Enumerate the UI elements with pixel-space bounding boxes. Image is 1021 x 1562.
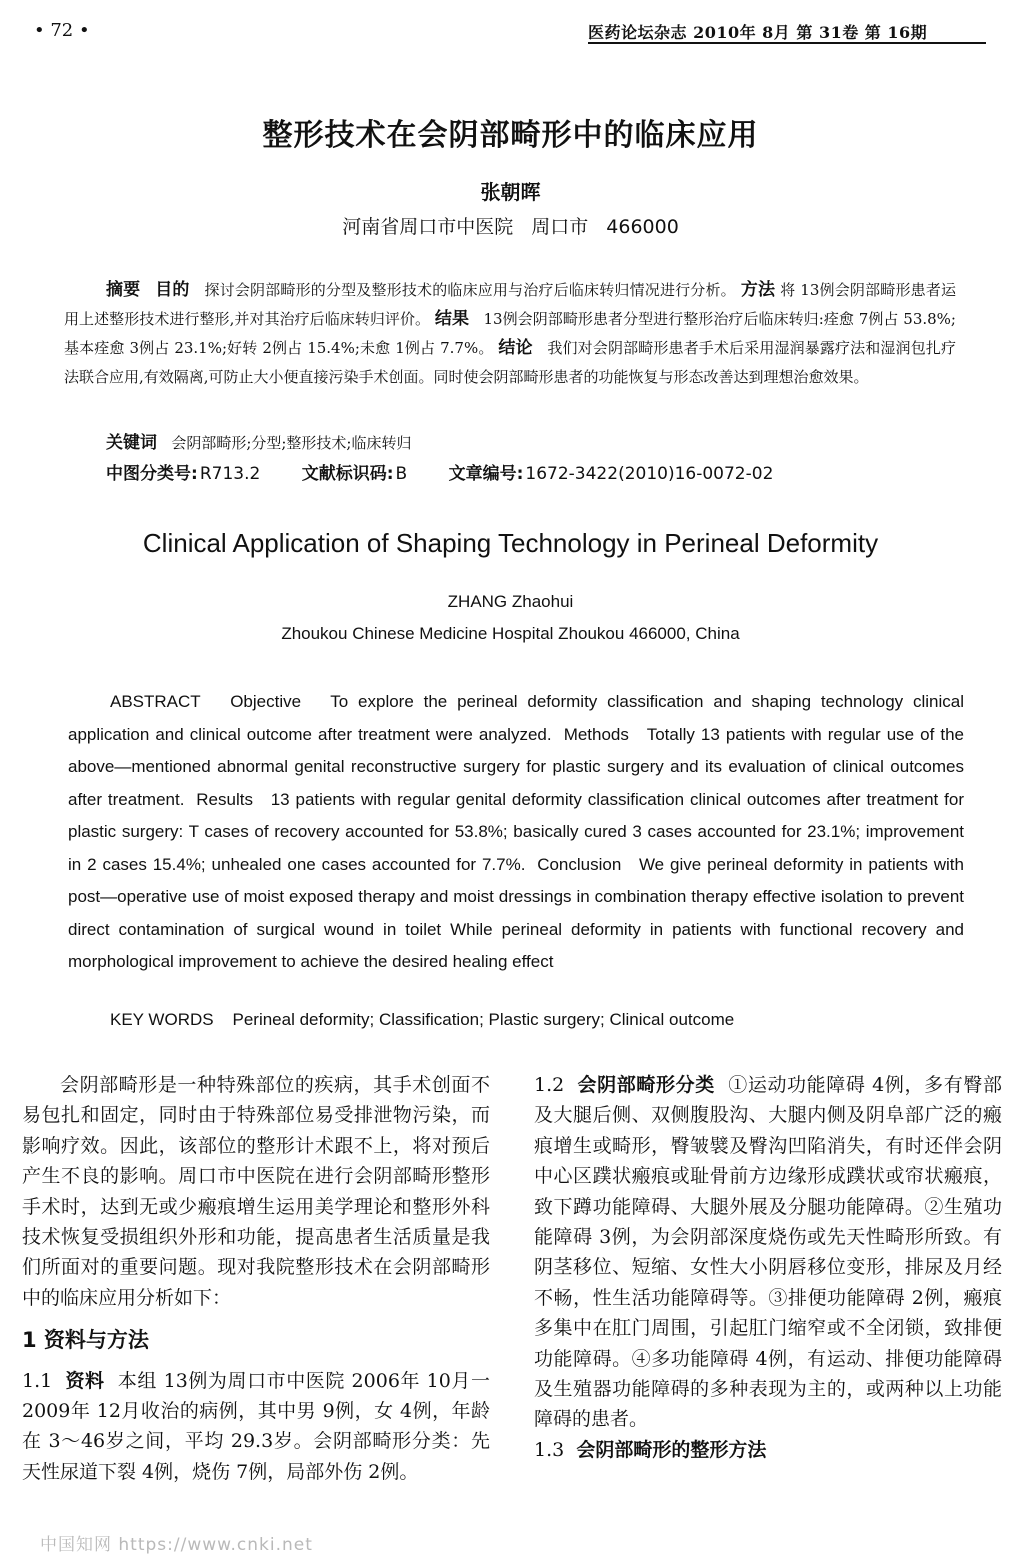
title-chinese: 整形技术在会阴部畸形中的临床应用 (262, 118, 759, 153)
keywords-text: 会阴部畸形;分型;整形技术;临床转归 (171, 434, 412, 452)
keywords-en-label: KEY WORDS (110, 1010, 214, 1029)
journal-header: 医药论坛杂志 2010年 8月 第 31卷 第 16期 (588, 23, 928, 42)
conclusion-en-text: We give perineal deformity in patients with post—operative use of moist exposed therapy and moist dressings in combination therapy effective isolation to prevent direct contamination of surgical wound in toilet While perineal deformity in patients with functional recovery and morphological improvement to achieve the desired healing effect (68, 854, 964, 971)
section-1-2-text: ①运动功能障碍 4例，多有臀部及大腿后侧、双侧腹股沟、大腿内侧及阴阜部广泛的瘢痕增生或畸形，臀皱襞及臀沟凹陷消失，有时还伴会阴中心区蹼状瘢痕或耻骨前方边缘形成蹼状或帘状瘢痕，致下蹲功能障碍、大腿外展及分腿功能障碍。②生殖功能障碍 3例，为会阴部深度烧伤或先天性畸形所致。有阴茎移位、短缩、女性大小阴唇移位变形，排尿及月经不畅，性生活功能障碍等。③排便功能障碍 2例，瘢痕多集中在肛门周围，引起肛门缩窄或不全闭锁，致排便功能障碍。④多功能障碍 4例，有运动、排便功能障碍及生殖器功能障碍的多种表现为主的，或两种以上功能障碍的患者。 (534, 1074, 1002, 1431)
keywords-label: 关键词 (106, 433, 157, 453)
section-1-2-title: 会阴部畸形分类 (577, 1074, 715, 1096)
affiliation-english: Zhoukou Chinese Medicine Hospital Zhoukou 466000, China (281, 624, 740, 643)
keywords-chinese (106, 428, 411, 453)
author-chinese: 张朝晖 (480, 180, 541, 204)
abstract-chinese (64, 276, 956, 392)
keywords-english (110, 1010, 734, 1030)
abstract-en-label: ABSTRACT (110, 692, 201, 711)
title-english: Clinical Application of Shaping Technology in Perineal Deformity (142, 528, 879, 558)
objective-en-text: To explore the perineal deformity classification and shaping technology clinical application and clinical outcome after treatment were analyzed. (68, 692, 964, 744)
results-text: 13例会阴部畸形患者分型进行整形治疗后临床转归:痊愈 7例占 53.8%;基本痊愈 3例占 23.1%;好转 2例占 15.4%;未愈 1例占 7.7%。 (64, 310, 956, 357)
results-en-text: 13 patients with regular genital deformity classification clinical outcomes after treatment for plastic surgery: T cases of recovery accounted for 53.8%; basically cured 3 cases accounted for 23.1%; improvement in 2 cases 15.4%; unhealed one cases accounted for 7.7%. (68, 789, 964, 874)
page-number: • 72 • (34, 20, 90, 41)
results-label: 结果 (434, 309, 470, 329)
section-1-heading: 1 资料与方法 (22, 1328, 149, 1353)
body-column-right (534, 1070, 1002, 1465)
conclusion-en-label: Conclusion (537, 854, 622, 874)
objective-label: 目的 (155, 280, 190, 300)
doc-code-value: B (395, 464, 408, 484)
clc-label: 中图分类号: (106, 464, 198, 484)
section-1-1-title: 资料 (65, 1369, 105, 1392)
section-1-1-text: 本组 13例为周口市中医院 2006年 10月一 2009年 12月收治的病例，其中男 9例，女 4例，年龄在 3～46岁之间，平均 29.3岁。会阴部畸形分类：先天性尿道下裂 4例，烧伤 7例，局部外伤 2例。 (22, 1369, 490, 1483)
body-column-left (22, 1070, 490, 1487)
section-1-3-title: 会阴部畸形的整形方法 (576, 1438, 767, 1461)
header-rule (588, 42, 986, 44)
objective-text: 探讨会阴部畸形的分型及整形技术的临床应用与治疗后临床转归情况进行分析。 (204, 281, 736, 299)
section-1-2 (534, 1070, 1002, 1435)
methods-en-text: Totally 13 patients with regular use of the above—mentioned abnormal genital reconstructive surgery for plastic surgery and its evaluation of clinical outcomes after treatment. (68, 724, 964, 809)
section-1-1 (22, 1366, 490, 1488)
abstract-label: 摘要 (106, 280, 141, 300)
doc-code-label: 文献标识码: (301, 464, 394, 484)
conclusion-text: 我们对会阴部畸形患者手术后采用湿润暴露疗法和湿润包扎疗法联合应用,有效隔离,可防止大小便直接污染手术创面。同时使会阴部畸形患者的功能恢复与形态改善达到理想治愈效果。 (64, 339, 956, 386)
keywords-en-text: Perineal deformity; Classification; Plastic surgery; Clinical outcome (232, 1010, 735, 1029)
conclusion-label: 结论 (498, 338, 533, 358)
results-en-label: Results (196, 789, 253, 809)
classification-line (106, 459, 773, 484)
methods-en-label: Methods (563, 724, 629, 744)
cnki-watermark: 中国知网 https://www.cnki.net (40, 1535, 313, 1555)
section-1-3 (534, 1435, 1002, 1465)
section-1-2-number: 1.2 (534, 1074, 565, 1096)
section-1-1-number: 1.1 (22, 1369, 53, 1392)
objective-en-label: Objective (230, 692, 302, 711)
methods-text: 将 13例会阴部畸形患者运用上述整形技术进行整形,并对其治疗后临床转归评价。 (64, 281, 957, 328)
methods-label: 方法 (740, 280, 776, 300)
affiliation-chinese: 河南省周口市中医院 周口市 466000 (342, 216, 679, 238)
section-1-3-number: 1.3 (534, 1438, 565, 1461)
author-english: ZHANG Zhaohui (447, 592, 574, 611)
abstract-english (68, 686, 964, 979)
intro-paragraph: 会阴部畸形是一种特殊部位的疾病，其手术创面不易包扎和固定，同时由于特殊部位易受排泄物污染，而影响疗效。因此，该部位的整形计术跟不上，将对预后产生不良的影响。周口市中医院在进行会阴部畸形整形手术时，达到无或少瘢痕增生运用美学理论和整形外科技术恢复受损组织外形和功能，提高患者生活质量是我们所面对的重要问题。现对我院整形技术在会阴部畸形中的临床应用分析如下： (22, 1074, 490, 1309)
article-number-label: 文章编号: (448, 464, 524, 484)
article-number-value: 1672-3422(2010)16-0072-02 (525, 464, 774, 484)
clc-value: R713.2 (199, 464, 261, 484)
